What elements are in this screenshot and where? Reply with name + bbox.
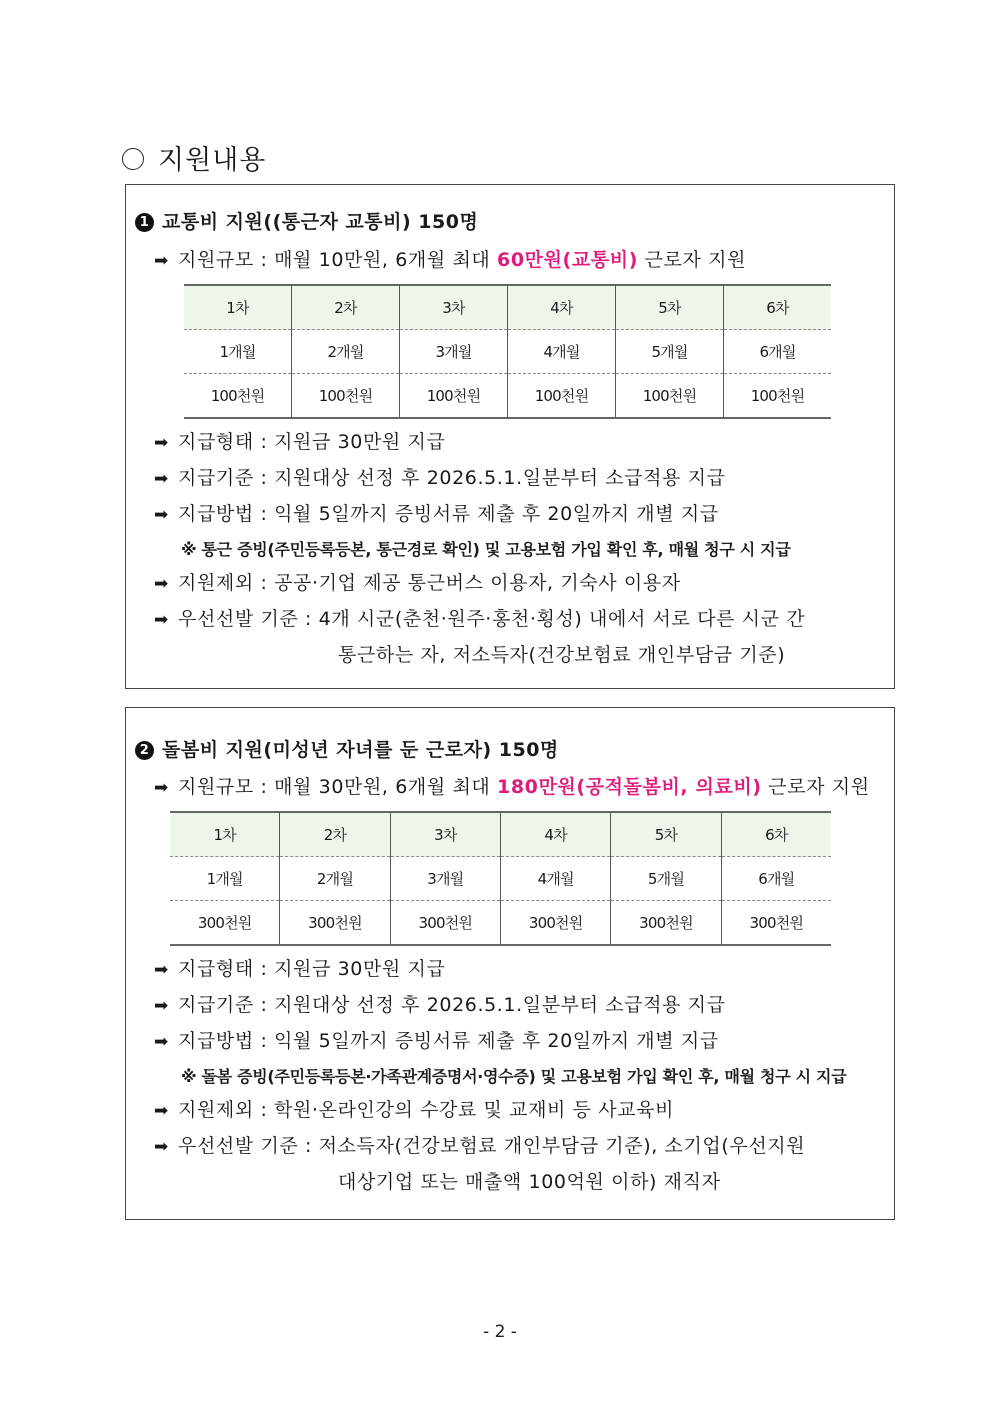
care-support-box — [125, 707, 895, 1220]
table-header-cell: 3차 — [390, 812, 500, 857]
section2-title — [135, 735, 559, 762]
table-header-cell: 4차 — [500, 812, 610, 857]
table-cell: 300천원 — [721, 901, 831, 946]
section1-title-text: 교통비 지원((통근자 교통비) 150명 — [162, 211, 479, 233]
criteria-text: 지급기준 : 지원대상 선정 후 2026.5.1.일분부터 소급적용 지급 — [178, 994, 726, 1016]
arrow-icon: ➡ — [154, 1101, 169, 1121]
table-header-row — [170, 812, 831, 857]
table-cell: 4개월 — [500, 857, 610, 901]
table-cell: 100천원 — [184, 374, 292, 419]
table-header-cell: 1차 — [170, 812, 280, 857]
section1-method — [154, 499, 719, 526]
table-cell: 3개월 — [390, 857, 500, 901]
table-header-cell: 5차 — [611, 812, 721, 857]
section2-note: ※ 돌봄 증빙(주민등록등본·가족관계증명서·영수증) 및 고용보험 가입 확인 후, 매월 청구 시 지급 — [181, 1067, 847, 1086]
section1-priority — [154, 604, 805, 631]
number-badge-icon: 1 — [135, 213, 154, 232]
number-badge-icon: 2 — [135, 741, 154, 760]
section2-form — [154, 954, 445, 981]
table-cell: 100천원 — [508, 374, 616, 419]
table-cell: 5개월 — [611, 857, 721, 901]
table-row — [184, 374, 831, 419]
table-header-cell: 2차 — [292, 285, 400, 330]
table-header-cell: 1차 — [184, 285, 292, 330]
scale-text: 지원규모 : 매월 30만원, 6개월 최대 — [178, 776, 497, 798]
exclusion-text: 지원제외 : 공공·기업 제공 통근버스 이용자, 기숙사 이용자 — [178, 572, 681, 594]
arrow-icon: ➡ — [154, 778, 169, 798]
circle-bullet-icon — [122, 148, 144, 170]
table-row — [170, 901, 831, 946]
section1-criteria — [154, 463, 726, 490]
table-header-cell: 4차 — [508, 285, 616, 330]
arrow-icon: ➡ — [154, 996, 169, 1016]
arrow-icon: ➡ — [154, 1137, 169, 1157]
transport-support-box — [125, 184, 895, 689]
section2-priority-cont: 대상기업 또는 매출액 100억원 이하) 재직자 — [338, 1171, 721, 1193]
arrow-icon: ➡ — [154, 505, 169, 525]
table-cell: 300천원 — [390, 901, 500, 946]
exclusion-text: 지원제외 : 학원·온라인강의 수강료 및 교재비 등 사교육비 — [178, 1099, 675, 1121]
table-header-cell: 6차 — [721, 812, 831, 857]
section2-method — [154, 1026, 719, 1053]
form-text: 지급형태 : 지원금 30만원 지급 — [178, 958, 446, 980]
section1-title — [135, 207, 478, 234]
section2-title-text: 돌봄비 지원(미성년 자녀를 둔 근로자) 150명 — [162, 739, 559, 761]
scale-highlight: 60만원(교통비) — [497, 249, 638, 271]
section1-scale — [154, 245, 746, 272]
method-text: 지급방법 : 익월 5일까지 증빙서류 제출 후 20일까지 개별 지급 — [178, 503, 719, 525]
scale-suffix: 근로자 지원 — [637, 249, 747, 271]
arrow-icon: ➡ — [154, 574, 169, 594]
table-header-cell: 3차 — [400, 285, 508, 330]
section1-exclusion — [154, 568, 681, 595]
method-text: 지급방법 : 익월 5일까지 증빙서류 제출 후 20일까지 개별 지급 — [178, 1030, 719, 1052]
table-header-cell: 2차 — [280, 812, 390, 857]
table-cell: 2개월 — [292, 330, 400, 374]
scale-highlight: 180만원(공적돌봄비, 의료비) — [497, 776, 762, 798]
heading-text: 지원내용 — [158, 145, 267, 176]
table-header-row — [184, 285, 831, 330]
section1-form — [154, 427, 445, 454]
form-text: 지급형태 : 지원금 30만원 지급 — [178, 431, 446, 453]
table-cell: 100천원 — [400, 374, 508, 419]
table-cell: 2개월 — [280, 857, 390, 901]
table-cell: 1개월 — [170, 857, 280, 901]
table-cell: 5개월 — [616, 330, 724, 374]
arrow-icon: ➡ — [154, 433, 169, 453]
table-row — [170, 857, 831, 901]
priority-text: 우선선발 기준 : 저소득자(건강보험료 개인부담금 기준), 소기업(우선지원 — [178, 1135, 806, 1157]
table-cell: 100천원 — [616, 374, 724, 419]
arrow-icon: ➡ — [154, 1032, 169, 1052]
table-cell: 300천원 — [280, 901, 390, 946]
arrow-icon: ➡ — [154, 469, 169, 489]
section2-criteria — [154, 990, 726, 1017]
payment-schedule-table — [184, 284, 831, 419]
table-cell: 100천원 — [292, 374, 400, 419]
table-cell: 300천원 — [611, 901, 721, 946]
payment-schedule-table — [170, 811, 831, 946]
section1-note: ※ 통근 증빙(주민등록등본, 통근경로 확인) 및 고용보험 가입 확인 후, 매월 청구 시 지급 — [181, 540, 791, 559]
section2-exclusion — [154, 1095, 674, 1122]
page-number: - 2 - — [483, 1322, 517, 1342]
arrow-icon: ➡ — [154, 251, 169, 271]
table-cell: 300천원 — [500, 901, 610, 946]
table-cell: 1개월 — [184, 330, 292, 374]
table-header-cell: 5차 — [616, 285, 724, 330]
table-cell: 4개월 — [508, 330, 616, 374]
table-cell: 3개월 — [400, 330, 508, 374]
criteria-text: 지급기준 : 지원대상 선정 후 2026.5.1.일분부터 소급적용 지급 — [178, 467, 726, 489]
scale-text: 지원규모 : 매월 10만원, 6개월 최대 — [178, 249, 497, 271]
table-cell: 6개월 — [721, 857, 831, 901]
priority-text: 우선선발 기준 : 4개 시군(춘천·원주·홍천·횡성) 내에서 서로 다른 시군 간 — [178, 608, 806, 630]
table-cell: 6개월 — [724, 330, 832, 374]
arrow-icon: ➡ — [154, 610, 169, 630]
table-header-cell: 6차 — [724, 285, 832, 330]
section2-priority — [154, 1131, 805, 1158]
table-cell: 100천원 — [724, 374, 832, 419]
section-heading — [122, 138, 266, 177]
table-row — [184, 330, 831, 374]
scale-suffix: 근로자 지원 — [761, 776, 870, 798]
section2-scale — [154, 772, 870, 799]
arrow-icon: ➡ — [154, 960, 169, 980]
section1-priority-cont: 통근하는 자, 저소득자(건강보험료 개인부담금 기준) — [338, 644, 786, 666]
table-cell: 300천원 — [170, 901, 280, 946]
